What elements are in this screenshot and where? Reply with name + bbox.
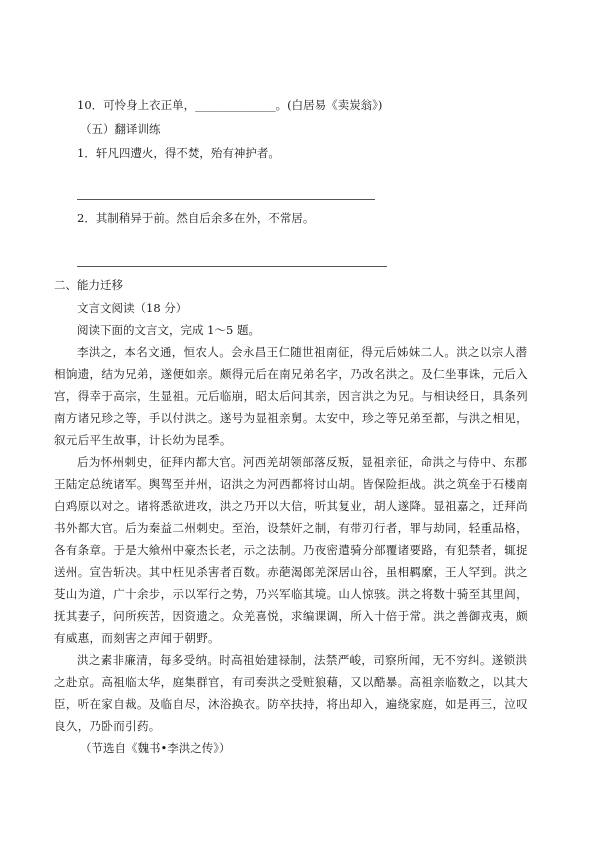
q10-prefix: 10．可怜身上衣正单， bbox=[77, 98, 196, 112]
section-5-title: （五）翻译训练 bbox=[80, 122, 161, 136]
paragraph-line: 后为怀州刺史，征拜内都大官。河西羌胡领部落反叛，显祖亲征，命洪之与侍中、东郡 bbox=[77, 455, 528, 469]
q10-blank: ______________ bbox=[195, 98, 276, 112]
paragraph-line: 李洪之，本名文通，恒农人。会永昌王仁随世祖南征，得元后姊妹二人。洪之以宗人潜 bbox=[77, 345, 528, 359]
translate-item-2: 2．其制稍异于前。然自后余多在外，不常居。 bbox=[77, 211, 315, 225]
translate-item-1: 1．轩凡四遭火，得不焚，殆有神护者。 bbox=[77, 146, 280, 160]
paragraph-line: 臣，听在家自裁。及临自尽，沐浴换衣。防卒扶持，将出却入，遍绕家庭，如是再三，泣叹 bbox=[54, 697, 528, 711]
source-citation: （节选自《魏书•李洪之传》） bbox=[80, 741, 231, 755]
q10-suffix: 。(白居易《卖炭翁》) bbox=[275, 98, 383, 112]
paragraph-line: 南方诸兄珍之等，手以付洪之。遂号为显祖亲舅。太安中，珍之等兄弟至都，与洪之相见， bbox=[54, 411, 528, 425]
paragraph-line: 宫，得幸于高宗，生显祖。元后临崩，昭太后问其亲，因言洪之为兄。与相诀经日，具条列 bbox=[54, 389, 528, 403]
section-2-title: 二、能力迁移 bbox=[54, 278, 123, 292]
reading-title: 文言文阅读（18 分） bbox=[77, 301, 188, 315]
paragraph-line: 各有条章。于是大飨州中豪杰长老，示之法制。乃夜密遣骑分部覆诸要路，有犯禁者，辄捉 bbox=[54, 543, 528, 557]
paragraph-line: 书外都大官。后为秦益二州刺史。至治，设禁奸之制，有带刃行者，罪与劫同，轻重品格， bbox=[54, 521, 528, 535]
paragraph-line: 相饷遗，结为兄弟，遂便如亲。颇得元后在南兄弟名字，乃改名洪之。及仁坐事诛，元后入 bbox=[54, 367, 528, 381]
paragraph-line: 芟山为道，广十余步，示以军行之势，乃兴军临其境。山人惊骇。洪之将数十骑至其里闾， bbox=[54, 587, 528, 601]
paragraph-line: 有威惠，而刻害之声闻于朝野。 bbox=[54, 631, 220, 645]
paragraph-line: 之赴京。高祖临太华，庭集群官，有司奏洪之受赃狼藉，又以酷暴。高祖亲临数之，以其大 bbox=[54, 675, 528, 689]
paragraph-line: 王陆定总统诸军。舆驾至并州，诏洪之为河西都将讨山胡。皆保险拒战。洪之筑垒于石楼南 bbox=[54, 477, 528, 491]
question-10 bbox=[77, 98, 382, 113]
paragraph-line: 抚其妻子，问所疾苦，因资遗之。众羌喜悦，求编课调，所入十倍于常。洪之善御戎夷，颇 bbox=[54, 609, 528, 623]
answer-line-1 bbox=[77, 199, 375, 200]
reading-instruction: 阅读下面的文言文，完成 1～5 题。 bbox=[77, 323, 260, 337]
paragraph-line: 白鸡原以对之。诸将悉欲进攻，洪之乃开以大信，听其复业，胡人遂降。显祖嘉之，迁拜尚 bbox=[54, 499, 528, 513]
paragraph-line: 送州。宣告斩决。其中枉见杀害者百数。赤葩渴郎羌深居山谷，虽相羁縻，王人罕到。洪之 bbox=[54, 565, 528, 579]
answer-line-2 bbox=[77, 266, 387, 267]
paragraph-line: 叙元后平生故事，计长幼为昆季。 bbox=[54, 433, 232, 447]
paragraph-line: 洪之素非廉清，每多受纳。时高祖始建禄制，法禁严峻，司察所闻，无不穷纠。遂锁洪 bbox=[77, 653, 528, 667]
paragraph-line: 良久，乃卧而引药。 bbox=[54, 719, 161, 733]
